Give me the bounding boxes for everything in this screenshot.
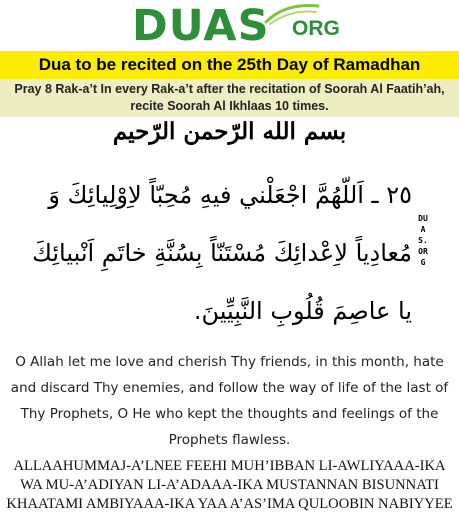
instructions-band bbox=[0, 79, 459, 117]
instructions-text: Pray 8 Rak-a’t In every Rak-a’t after the recitation of Soorah Al Faatih’ah, recite Soorah Al Ikhlaas 10 times. bbox=[14, 82, 445, 113]
page-title: Dua to be recited on the 25th Day of Ramadhan bbox=[38, 55, 421, 74]
site-header bbox=[0, 0, 459, 50]
watermark-text: DUAS.ORG bbox=[418, 214, 428, 267]
site-logo-tld: ORG bbox=[292, 17, 340, 40]
bismillah-heading: بسم الله الرّحمن الرّحيم bbox=[112, 118, 347, 145]
transliteration-text: ALLAAHUMMAJ-A’LNEE FEEHI MUH’IBBAN LI-AWLIYAAA-IKA WA MU-A’ADIYAN LI-A’ADAAA-IKA MUSTANNAN BISUNNATI KHAATAMI AMBIYAAA-IKA YAA A’AS’IMA QULOOBIN NABIYYEE bbox=[6, 458, 453, 512]
arabic-dua-text: ٢٥ ـ اَللّهُمَّ اجْعَلْني فيهِ مُحِبّاً لاِوْلِيائِكَ وَ مُعادِياً لاِعْدائِكَ مُسْتَنّاً بِسُنَّةِ خاتَمِ اَنْبيائِكَ يا عاصِمَ قُلُوبِ النَّبِيِّينَ. bbox=[32, 181, 412, 325]
site-logo[interactable]: DUAS bbox=[132, 1, 270, 51]
english-translation: O Allah let me love and cherish Thy friends, in this month, hate and discard Thy enemies, and follow the way of life of the last of Thy Prophets, O He who kept the thoughts and feelings of the Prophets flawless. bbox=[10, 354, 449, 448]
page-title-band bbox=[0, 51, 459, 79]
